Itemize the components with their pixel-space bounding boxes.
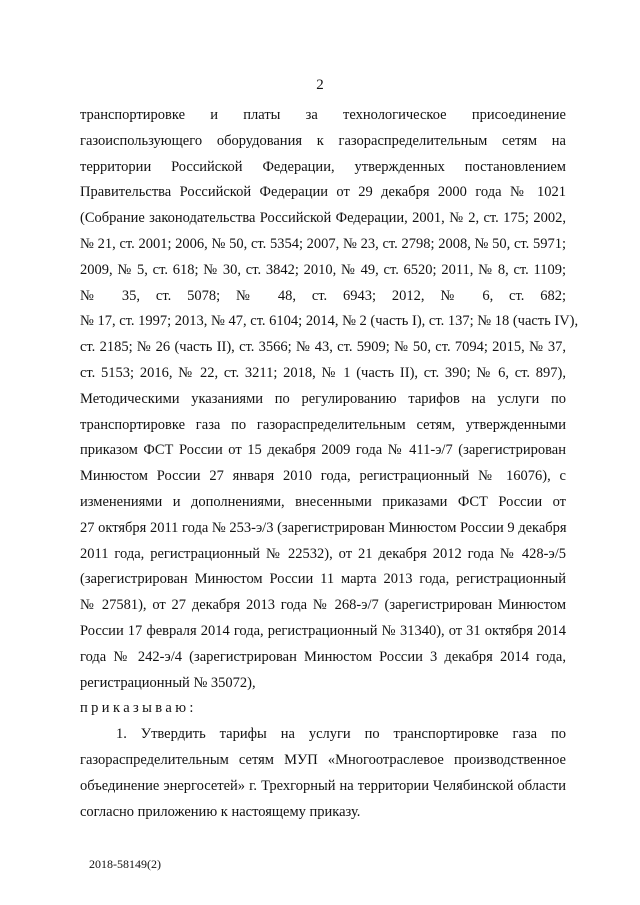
text-line: объединение энергосетей» г. Трехгорный на территории Челябинской области xyxy=(80,777,566,794)
text-line: (зарегистрирован Минюстом России 11 марта 2013 года, регистрационный xyxy=(80,571,566,588)
text-line: территории Российской Федерации, утвержденных постановлением xyxy=(80,158,566,175)
text-line: 1. Утвердить тарифы на услуги по транспортировке газа по xyxy=(116,726,566,743)
text-line: изменениями и дополнениями, внесенными приказами ФСТ России от xyxy=(80,493,566,510)
document-code: 2018-58149(2) xyxy=(89,857,161,871)
text-line: газораспределительным сетям МУП «Многоотраслевое производственное xyxy=(80,751,566,768)
text-line: 27 октября 2011 года № 253-э/3 (зарегистрирован Минюстом России 9 декабря xyxy=(80,519,567,536)
text-line: согласно приложению к настоящему приказу. xyxy=(80,803,361,820)
document-body xyxy=(80,103,579,825)
text-line: Методическими указаниями по регулированию тарифов на услуги по xyxy=(80,390,566,407)
text-line: транспортировке газа по газораспределительным сетям, утвержденными xyxy=(80,416,566,433)
text-line: № 17, ст. 1997; 2013, № 47, ст. 6104; 2014, № 2 (часть I), ст. 137; № 18 (часть IV), xyxy=(80,313,579,330)
text-line: транспортировке и платы за технологическое присоединение xyxy=(80,107,566,123)
text-line: регистрационный № 35072), xyxy=(80,674,256,691)
page-number: 2 xyxy=(316,77,324,93)
text-line: № 27581), от 27 декабря 2013 года № 268-э/7 (зарегистрирован Минюстом xyxy=(80,597,566,614)
text-line: приказом ФСТ России от 15 декабря 2009 года № 411-э/7 (зарегистрирован xyxy=(80,442,566,459)
order-word: приказываю: xyxy=(80,700,197,717)
text-line: (Собрание законодательства Российской Федерации, 2001, № 2, ст. 175; 2002, xyxy=(80,210,566,227)
text-line: 2009, № 5, ст. 618; № 30, ст. 3842; 2010, № 49, ст. 6520; 2011, № 8, ст. 1109; xyxy=(80,261,566,278)
text-line: Правительства Российской Федерации от 29 декабря 2000 года № 1021 xyxy=(80,184,566,201)
text-line: ст. 2185; № 26 (часть II), ст. 3566; № 43, ст. 5909; № 50, ст. 7094; 2015, № 37, xyxy=(80,339,566,356)
text-line: 2011 года, регистрационный № 22532), от 21 декабря 2012 года № 428-э/5 xyxy=(80,545,566,562)
text-line: № 21, ст. 2001; 2006, № 50, ст. 5354; 2007, № 23, ст. 2798; 2008, № 50, ст. 5971; xyxy=(80,235,566,252)
text-line: года № 242-э/4 (зарегистрирован Минюстом России 3 декабря 2014 года, xyxy=(80,648,566,665)
text-line: России 17 февраля 2014 года, регистрационный № 31340), от 31 октября 2014 xyxy=(80,622,566,639)
text-line: газоиспользующего оборудования к газораспределительным сетям на xyxy=(80,132,566,149)
text-line: Минюстом России 27 января 2010 года, регистрационный № 16076), с xyxy=(80,468,566,485)
text-line: ст. 5153; 2016, № 22, ст. 3211; 2018, № 1 (часть II), ст. 390; № 6, ст. 897), xyxy=(80,364,566,381)
text-line: № 35, ст. 5078; № 48, ст. 6943; 2012, № 6, ст. 682; xyxy=(80,287,566,304)
